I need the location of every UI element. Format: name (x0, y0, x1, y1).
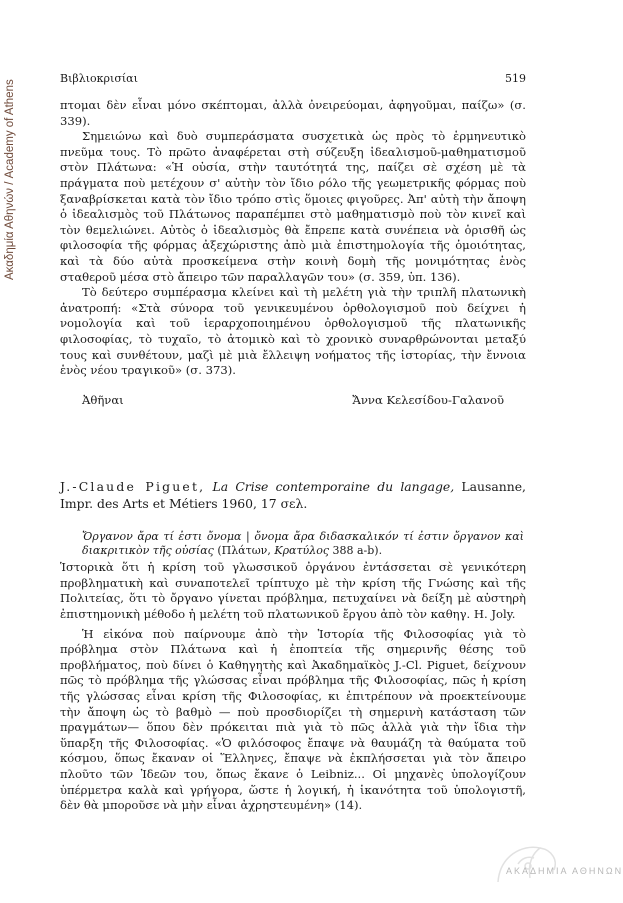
review1-paragraph-1: πτομαι δὲν εἶναι μόνο σκέπτομαι, ἀλλὰ ὀνειρεύομαι, ἀφηγοῦμαι, παίζω» (σ. 339). (60, 98, 526, 128)
page-number: 519 (505, 72, 526, 85)
review1-signature (60, 393, 526, 409)
side-archive-label: Ακαδημία Αθηνών / Academy of Athens (4, 79, 16, 280)
review1-paragraph-2: Σημειώνω καὶ δυὸ συμπεράσματα συσχετικὰ ὡς πρὸς τὸ ἑρμηνευτικὸ πνεῦμα τους. Τὸ πρῶτο ἀναφέρεται στὴ σύζευξη ἰδεαλισμοῦ-μαθηματισμοῦ στὸν Πλάτωνα: «Ἡ οὐσία, στὴν ταυτότητά της, παίζει σὲ σχέση μὲ τὰ πράγματα ποὺ μετέχουν σ' αὐτὴν τὸν ἴδιο ρόλο τῆς γεωμετρικῆς φόρμας ποὺ ξαναβρίσκεται κατὰ τὸν ἴδιο τρόπο στὶς ὅμοιες φιγοῦρες. Ἀπ' αὐτὴ τὴν ἄποψη ὁ ἰδεαλισμὸς τοῦ Πλάτωνος παραπέμπει στὸ μαθηματισμὸ ποὺ τὸν κινεῖ καὶ τὸν θεμελιώνει. Αὐτὸς ὁ ἰδεαλισμὸς θὰ ἔπρεπε κατὰ συνέπεια νὰ ὁρισθῆ ὡς φιλοσοφία τῆς φόρμας ἀξεχώριστης ἀπὸ μιὰ ἐπιστημολογία τῆς ὁμοιότητας, καὶ τὰ δύο αὐτὰ προσκείμενα στὴν κοινὴ δομὴ τῆς μονιμότητας ἑνὸς σταθεροῦ μέσα στὸ ἄπειρο τῶν παραλλαγῶν του» (σ. 359, ὑπ. 136). (60, 129, 526, 284)
review2-paragraph-2: Ἡ εἰκόνα ποὺ παίρνουμε ἀπὸ τὴν Ἱστορία τῆς Φιλοσοφίας γιὰ τὸ πρόβλημα στὸν Πλάτωνα καὶ ἡ ἐποπτεία τῆς σημερινῆς θέσης τοῦ προβλήματος, ποὺ δίνει ὁ Καθηγητὴς καὶ Ἀκαδημαϊκὸς J.-Cl. Piguet, δείχνουν πῶς τὸ πρόβλημα τῆς γλώσσας εἶναι πρόβλημα τῆς Φιλοσοφίας, πῶς ἡ κρίση τῆς γλώσσας εἶναι κρίση τῆς Φιλοσοφίας, κι ἐπιτρέπουν νὰ προεκτείνουμε τὴν ἄποψη ὡς τὸ βαθμὸ — ποὺ προσδιορίζει τὴ σημερινὴ κατάσταση τῶν πραγμάτων— ὅπου δὲν πρόκειται πιὰ γιὰ τὸ πῶς ἀλλὰ γιὰ τὴν ἴδια τὴν ὕπαρξη τῆς Φιλοσοφίας. «Ὁ φιλόσοφος ἔπαψε νὰ θαυμάζη τὰ θαύματα τοῦ κόσμου, ὅπως ἔκαναν οἱ Ἕλληνες, ἔπαψε νὰ ἐκπλήσσεται γιὰ τὸν ἄπειρο πλοῦτο τῶν Ἰδεῶν του, ὅπως ἔκανε ὁ Leibniz... Οἱ μηχανὲς ὑπολογίζουν ὑπέρμετρα καλὰ καὶ γρήγορα, ὥστε ἡ λογική, ἡ ἱκανότητα τοῦ ὑπολογιστῆ, δὲν θὰ μποροῦσε νὰ μὴν εἶναι ἀχρηστευμένη» (14). (60, 626, 526, 813)
signature-place: Ἀθῆναι (82, 392, 124, 407)
review2-heading (60, 478, 526, 512)
running-header (60, 72, 526, 85)
epigraph-quote: Ὄργανον ἄρα τί ἐστι ὄνομα | ὄνομα ἄρα διδασκαλικόν τί ἐστιν ὄργανον καὶ διακριτικὸν τῆς οὐσίας (82, 530, 524, 558)
signature-author: Ἄννα Κελεσίδου-Γαλανοῦ (352, 392, 504, 407)
review2-author: J.-Claude Piguet, (60, 479, 206, 495)
review2-book-place: Lausanne, (461, 479, 526, 495)
review2-epigraph (60, 530, 526, 558)
epigraph-work: Κρατύλος (274, 544, 329, 558)
epigraph-source: (Πλάτων, (217, 544, 271, 558)
review2-paragraph-1: Ἱστορικὰ ὅτι ἡ κρίση τοῦ γλωσσικοῦ ὀργάνου ἐντάσσεται σὲ γενικότερη προβληματικὴ καὶ συναποτελεῖ τρίπτυχο μὲ τὴν κρίση τῆς Γνώσης καὶ τῆς Πολιτείας, ὅτι τὸ ὄργανο γίνεται πρόβλημα, πετυχαίνει νὰ δείξη μὲ αὐστηρὴ ἐπιστημονικὴ μέθοδο ἡ μελέτη τοῦ πλατωνικοῦ ἔργου ἀπὸ τὸν καθηγ. H. Joly. (60, 560, 526, 622)
review2-imprint: Impr. des Arts et Métiers 1960, 17 σελ. (60, 496, 308, 512)
epigraph-ref: 388 a-b). (332, 544, 383, 558)
academy-watermark-text: ΑΚΑΔΗΜΙΑ ΑΘΗΝΩΝ (506, 866, 623, 876)
review1-paragraph-3: Τὸ δεύτερο συμπέρασμα κλείνει καὶ τὴ μελέτη γιὰ τὴν τριπλῆ πλατωνικὴ ἀνατροπή: «Στὰ σύνορα τοῦ γενικευμένου ὀρθολογισμοῦ ποὺ δείχνει ἡ νομολογία καὶ τοῦ ἱεραρχοποιημένου ὀρθολογισμοῦ τῆς πλατωνικῆς φιλοσοφίας, τὸ τυχαῖο, τὸ ἀτομικὸ καὶ τὸ χρονικὸ συναρθρώνονται μεταξύ τους καὶ συνθέτουν, μαζὶ μὲ μιὰ ἔλλειψη νοήματος τῆς ἱστορίας, τὴν ἔννοια ἑνὸς νέου τραγικοῦ» (σ. 373). (60, 285, 526, 378)
review2-book-title: La Crise contemporaine du langage, (212, 479, 455, 495)
running-title: Βιβλιοκρισίαι (60, 72, 138, 85)
page-body (60, 98, 526, 814)
